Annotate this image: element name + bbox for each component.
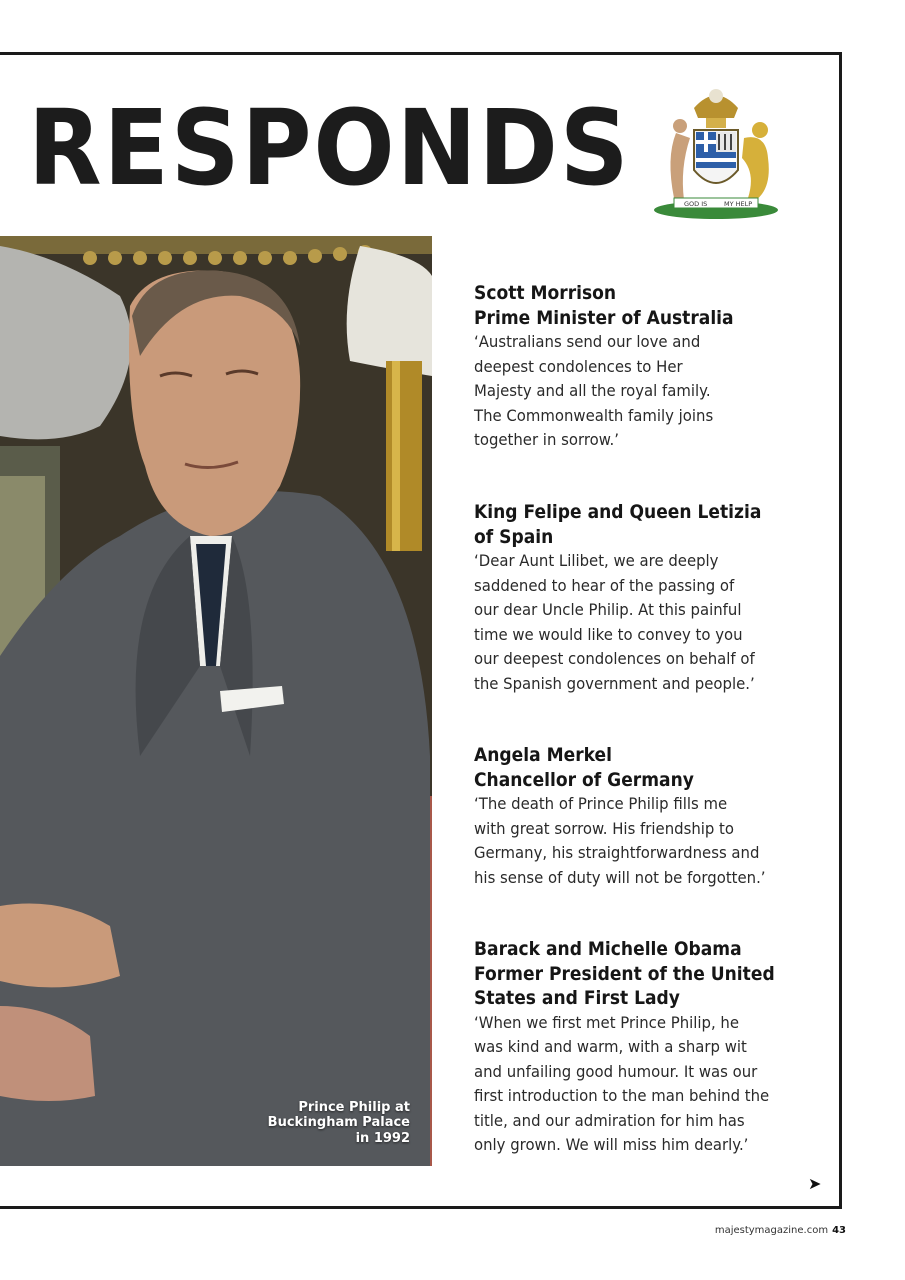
quote-line: The Commonwealth family joins [474,405,714,425]
portrait-photo [0,236,432,1166]
quote-text [474,792,772,890]
quote-line: saddened to hear of the passing of [474,575,735,595]
photo-caption [268,1100,410,1147]
speaker-name [474,281,762,330]
crest-motto-left: GOD IS [684,200,708,208]
speaker-line: of Spain [474,525,554,548]
portrait-illustration [0,236,432,1166]
quote-line: our deepest condolences on behalf of [474,649,755,668]
speaker-name [474,500,762,549]
speaker-line: Angela Merkel [474,744,613,766]
speaker-line: Prime Minister of Australia [474,306,734,329]
speaker-line: Former President of the United [474,962,775,985]
quote-line: ‘Dear Aunt Lilibet, we are deeply [474,551,719,570]
caption-line: Buckingham Palace [267,1115,410,1130]
crest-motto-right: MY HELP [724,200,753,208]
coat-of-arms-icon [636,78,796,228]
quote-block-obama [474,937,794,1158]
speaker-line: Chancellor of Germany [474,768,694,791]
quote-line: the Spanish government and people.’ [474,673,755,693]
quote-block-spain [474,500,794,696]
quote-text [474,549,772,696]
quote-line: first introduction to the man behind the [474,1086,770,1105]
quote-text [474,330,772,453]
page-title: RESPONDS [28,87,631,209]
quote-line: with great sorrow. His friendship to [474,818,735,838]
quote-line: title, and our admiration for him has [474,1110,745,1130]
quote-block-morrison [474,281,794,453]
speaker-line: Scott Morrison [474,282,617,304]
speaker-name [474,937,775,1011]
quote-line: was kind and warm, with a sharp wit [474,1037,747,1056]
quote-line: ‘When we first met Prince Philip, he [474,1012,740,1032]
quote-line: ‘Australians send our love and [474,332,701,351]
speaker-line: States and First Lady [474,987,680,1009]
speaker-line: King Felipe and Queen Letizia [474,501,762,523]
quote-line: our dear Uncle Philip. At this painful [474,600,742,619]
continue-arrow-icon: ➤ [808,1174,822,1193]
quote-line: Majesty and all the royal family. [474,381,711,400]
quote-line: and unfailing good humour. It was our [474,1061,758,1081]
speaker-line: Barack and Michelle Obama [474,938,742,960]
website-url: majestymagazine.com [714,1225,829,1236]
quote-line: only grown. We will miss him dearly.’ [474,1135,749,1154]
quote-text [474,1011,772,1158]
quote-line: ‘The death of Prince Philip fills me [474,794,728,813]
quote-line: Germany, his straightforwardness and [474,843,760,862]
caption-line: in 1992 [355,1130,410,1146]
quote-line: time we would like to convey to you [474,624,743,644]
quote-line: his sense of duty will not be forgotten.’ [474,867,766,887]
quote-line: deepest condolences to Her [474,356,683,376]
quote-block-merkel [474,743,794,890]
page-number: 43 [832,1225,846,1236]
quote-line: together in sorrow.’ [474,430,619,449]
caption-line: Prince Philip at [298,1099,410,1115]
page-footer [715,1225,846,1236]
speaker-name [474,743,762,792]
